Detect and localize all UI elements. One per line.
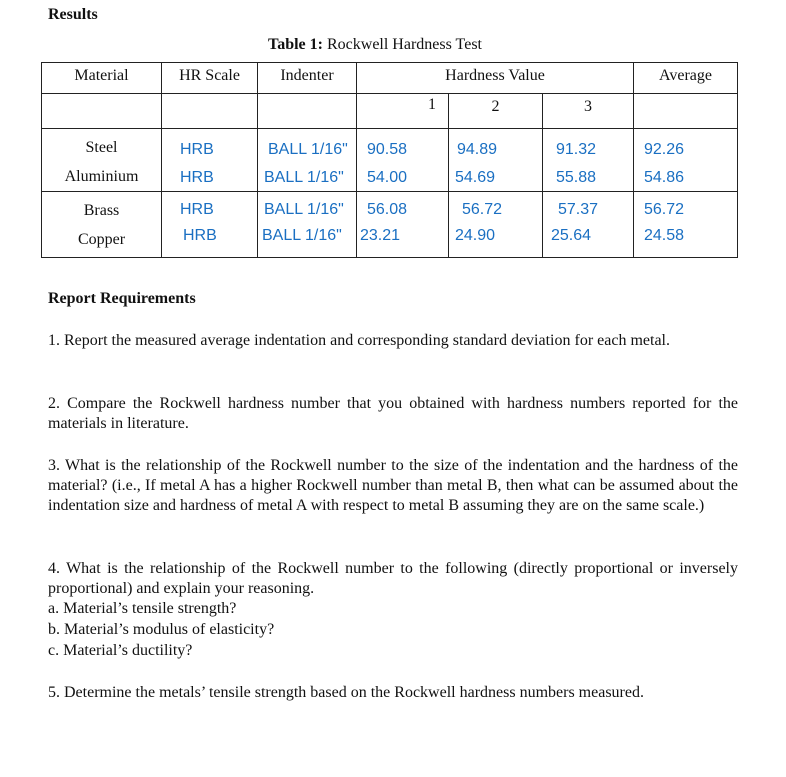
material-cell xyxy=(42,192,162,258)
header-hr-scale: HR Scale xyxy=(162,63,258,94)
hardness-value: 25.64 xyxy=(551,227,592,244)
scale-value: HRB xyxy=(183,227,217,244)
material-cell xyxy=(42,129,162,192)
hardness-value: 23.21 xyxy=(360,227,401,244)
table-header-row xyxy=(42,63,738,94)
scale-value: HRB xyxy=(180,201,214,218)
scale-value: HRB xyxy=(180,169,214,186)
material-name: Aluminium xyxy=(64,168,139,185)
header-average: Average xyxy=(634,63,738,94)
average-value: 54.86 xyxy=(644,169,685,186)
report-title: Report Requirements xyxy=(48,290,196,307)
question-2: 2. Compare the Rockwell hardness number that you obtained with hardness numbers reported for the materials in literature. xyxy=(48,395,738,432)
scale-value: HRB xyxy=(180,141,214,158)
hardness-1-cell xyxy=(357,192,449,258)
scale-cell xyxy=(162,192,258,258)
material-name: Copper xyxy=(77,231,126,248)
indenter-value: BALL 1/16" xyxy=(264,201,344,218)
table-row xyxy=(42,129,738,192)
table-caption-label: Table 1: xyxy=(268,36,323,53)
hardness-value: 54.69 xyxy=(455,169,496,186)
question-4b: b. Material’s modulus of elasticity? xyxy=(48,621,275,638)
hardness-value: 56.08 xyxy=(367,201,408,218)
hardness-2-cell xyxy=(449,129,543,192)
indenter-cell xyxy=(258,129,357,192)
question-3: 3. What is the relationship of the Rockwell number to the size of the indentation and the hardness of the material? (i.e., If metal A has a higher Rockwell number than metal B, then what can be assumed about the indentation size and hardness of metal A with respect to metal B assuming they are on the same scale.) xyxy=(48,457,738,514)
question-4c: c. Material’s ductility? xyxy=(48,642,193,659)
hardness-value: 54.00 xyxy=(367,169,408,186)
average-value: 24.58 xyxy=(644,227,685,244)
indenter-value: BALL 1/16" xyxy=(264,169,344,186)
hardness-value: 90.58 xyxy=(367,141,408,158)
table-row xyxy=(42,192,738,258)
table-caption xyxy=(268,36,482,54)
hardness-3-cell xyxy=(543,192,634,258)
hardness-value: 94.89 xyxy=(457,141,498,158)
question-1: 1. Report the measured average indentation and corresponding standard deviation for each metal. xyxy=(48,332,670,349)
average-value: 92.26 xyxy=(644,141,685,158)
indenter-cell xyxy=(258,192,357,258)
material-name: Steel xyxy=(85,139,118,156)
scale-cell xyxy=(162,129,258,192)
subheader-1: 1 xyxy=(357,94,449,129)
hardness-3-cell xyxy=(543,129,634,192)
question-5: 5. Determine the metals’ tensile strength based on the Rockwell hardness numbers measured. xyxy=(48,684,644,701)
header-hardness-value: Hardness Value xyxy=(357,63,634,94)
average-value: 56.72 xyxy=(644,201,685,218)
subheader-2: 2 xyxy=(449,94,543,129)
header-material: Material xyxy=(42,63,162,94)
section-title: Results xyxy=(48,6,98,23)
hardness-value: 57.37 xyxy=(558,201,599,218)
hardness-table xyxy=(41,62,738,258)
hardness-1-cell xyxy=(357,129,449,192)
material-name: Brass xyxy=(83,202,120,219)
question-4: 4. What is the relationship of the Rockwell number to the following (directly proportional or inversely proportional) and explain your reasoning. xyxy=(48,560,738,597)
indenter-value: BALL 1/16" xyxy=(262,227,342,244)
average-cell xyxy=(634,129,738,192)
table-subheader-row xyxy=(42,94,738,129)
subheader-3: 3 xyxy=(543,94,634,129)
hardness-value: 24.90 xyxy=(455,227,496,244)
header-indenter: Indenter xyxy=(258,63,357,94)
average-cell xyxy=(634,192,738,258)
hardness-value: 91.32 xyxy=(556,141,597,158)
hardness-value: 55.88 xyxy=(556,169,597,186)
hardness-value: 56.72 xyxy=(462,201,503,218)
hardness-2-cell xyxy=(449,192,543,258)
table-caption-text: Rockwell Hardness Test xyxy=(322,36,482,53)
question-4a: a. Material’s tensile strength? xyxy=(48,600,237,617)
indenter-value: BALL 1/16" xyxy=(268,141,348,158)
